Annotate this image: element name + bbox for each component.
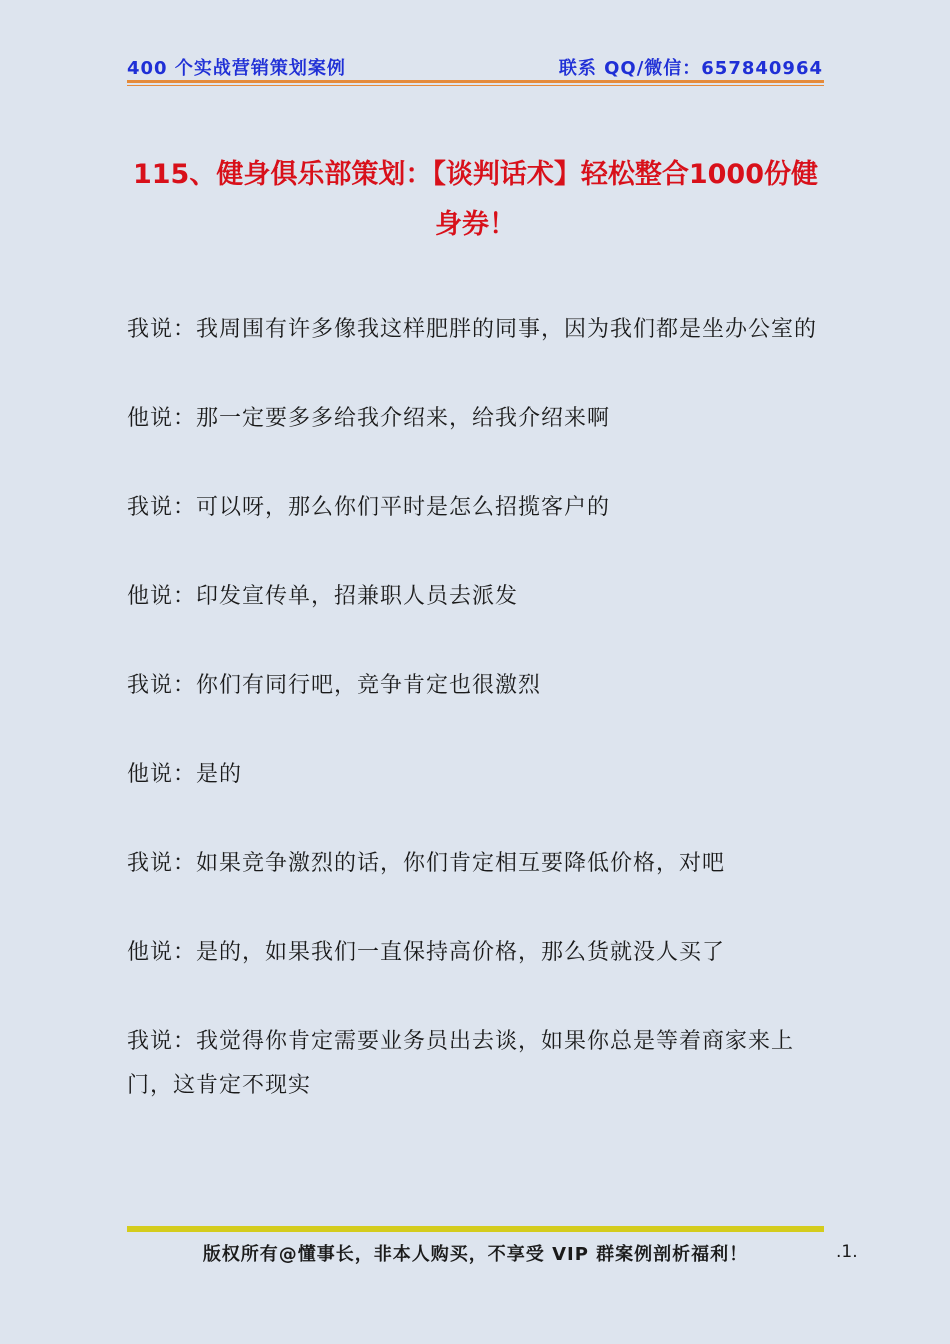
dialogue-line: 我说：可以呀，那么你们平时是怎么招揽客户的: [127, 495, 611, 520]
dialogue-line: 我说：如果竞争激烈的话，你们肯定相互要降低价格，对吧: [127, 851, 726, 876]
page-header: [127, 54, 823, 80]
footer-divider: [127, 1226, 824, 1232]
document-title: 115、健身俱乐部策划：【谈判话术】轻松整合1000份健身券！: [132, 159, 818, 240]
dialogue-line: 我说：你们有同行吧，竞争肯定也很激烈: [127, 673, 542, 698]
dialogue-line: 他说：是的: [127, 762, 243, 787]
header-divider: [127, 80, 824, 83]
dialogue-line: 我说：我觉得你肯定需要业务员出去谈，如果你总是等着商家来上门，这肯定不现实: [127, 1029, 795, 1098]
header-divider-thin: [127, 85, 824, 86]
dialogue-line: 他说：是的，如果我们一直保持高价格，那么货就没人买了: [127, 940, 726, 965]
page-number: .1.: [836, 1242, 858, 1262]
header-contact: 联系 QQ/微信：657840964: [558, 58, 823, 79]
dialogue-line: 我说：我周围有许多像我这样肥胖的同事，因为我们都是坐办公室的: [127, 317, 818, 342]
copyright-notice: 版权所有@懂事长，非本人购买，不享受 VIP 群案例剖析福利！: [202, 1244, 749, 1265]
dialogue-line: 他说：印发宣传单，招兼职人员去派发: [127, 584, 519, 609]
header-series-title: 400 个实战营销策划案例: [127, 58, 346, 79]
dialogue-line: 他说：那一定要多多给我介绍来，给我介绍来啊: [127, 406, 611, 431]
dialogue-body: [127, 308, 824, 1153]
